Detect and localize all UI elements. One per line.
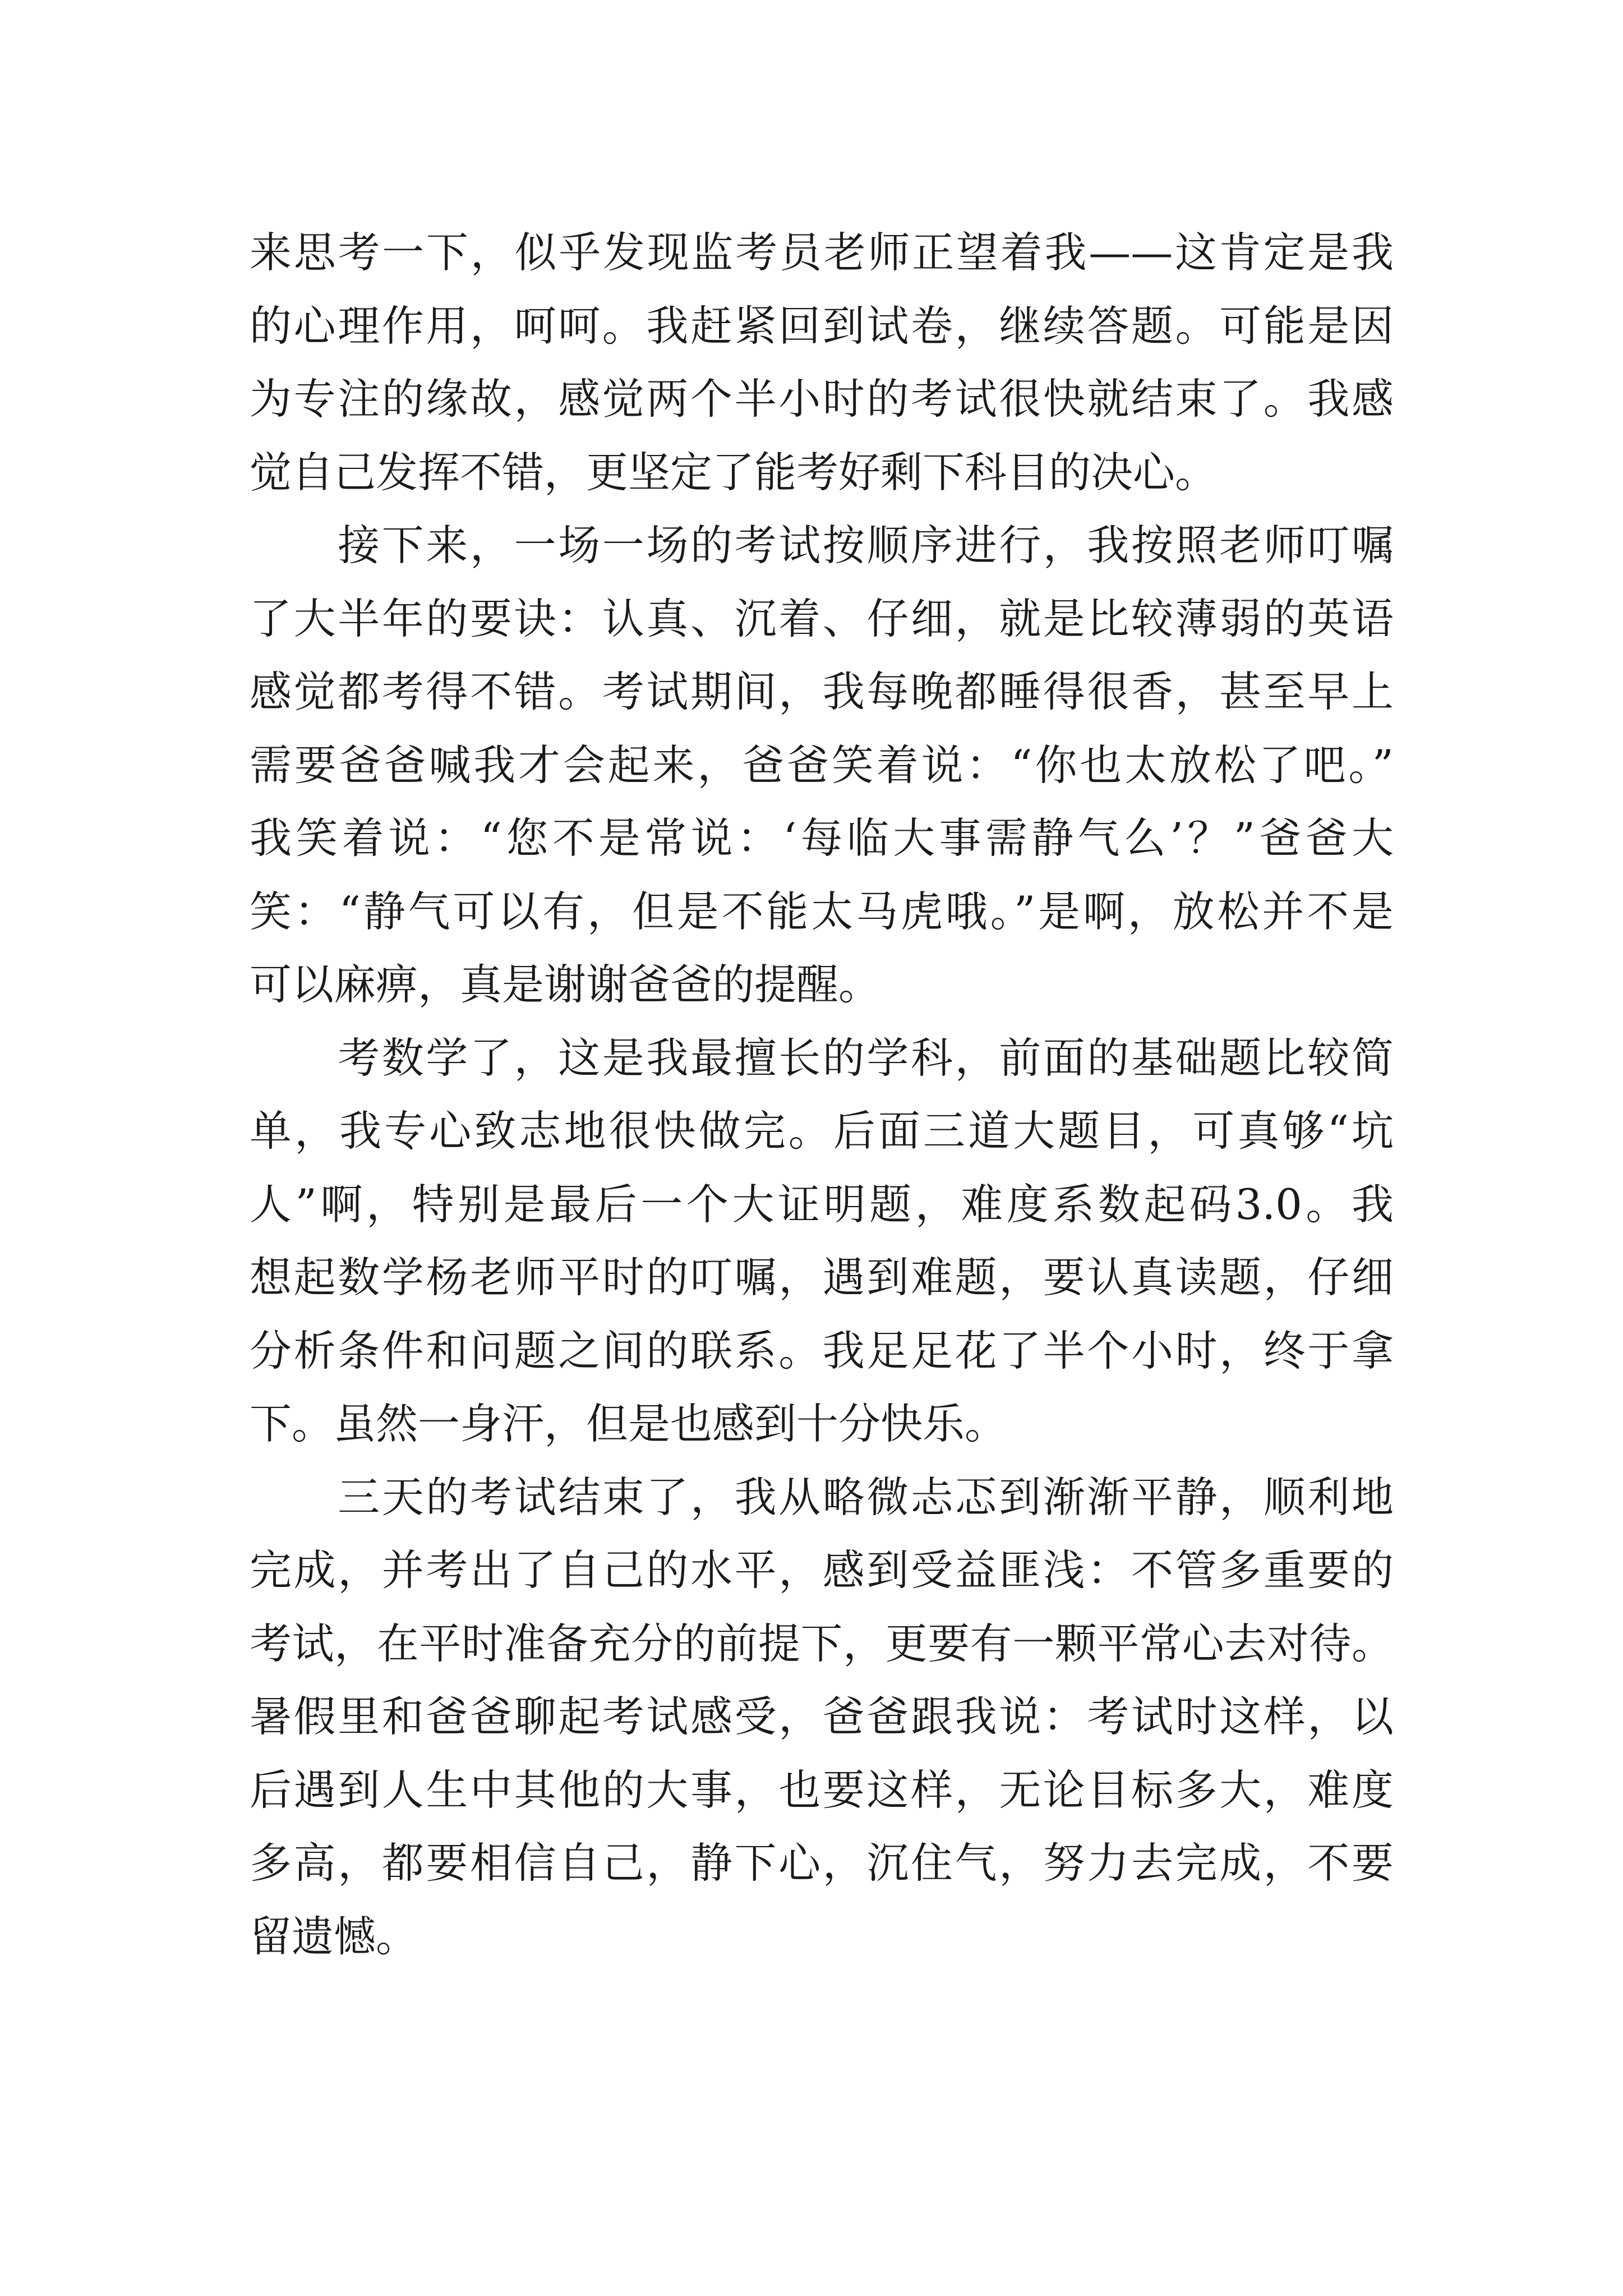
text-line: 可以麻痹，真是谢谢爸爸的提醒。 — [250, 960, 881, 1009]
text-line: 接下来，一场一场的考试按顺序进行，我按照老师叮嘱 — [250, 521, 1394, 570]
text-line: 考数学了，这是我最擅长的学科，前面的基础题比较简 — [250, 1033, 1394, 1083]
text-line: 想起数学杨老师平时的叮嘱，遇到难题，要认真读题，仔细 — [250, 1253, 1394, 1302]
text-line: 考试，在平时准备充分的前提下，更要有一颗平常心去对待。 — [250, 1618, 1394, 1668]
paragraph-4 — [250, 1461, 1394, 1973]
text-line: 后遇到人生中其他的大事，也要这样，无论目标多大，难度 — [250, 1765, 1394, 1815]
paragraph-3 — [250, 1022, 1394, 1461]
text-line: 觉自己发挥不错，更坚定了能考好剩下科目的决心。 — [250, 447, 1218, 497]
text-line: 的心理作用，呵呵。我赶紧回到试卷，继续答题。可能是因 — [250, 301, 1394, 351]
text-line: 三天的考试结束了，我从略微忐忑到渐渐平静，顺利地 — [250, 1472, 1394, 1522]
paragraph-2 — [250, 509, 1394, 1022]
text-line: 人”啊，特别是最后一个大证明题，难度系数起码3.0。我 — [250, 1179, 1394, 1229]
text-line: 需要爸爸喊我才会起来，爸爸笑着说：“你也太放松了吧。” — [250, 740, 1394, 790]
text-line: 分析条件和问题之间的联系。我足足花了半个小时，终于拿 — [250, 1326, 1394, 1375]
text-line: 留遗憾。 — [250, 1911, 418, 1961]
text-line: 了大半年的要诀：认真、沉着、仔细，就是比较薄弱的英语 — [250, 593, 1394, 643]
text-line: 多高，都要相信自己，静下心，沉住气，努力去完成，不要 — [250, 1838, 1394, 1888]
text-line: 暑假里和爸爸聊起考试感受，爸爸跟我说：考试时这样，以 — [250, 1692, 1394, 1741]
paragraph-1 — [250, 216, 1394, 509]
text-line: 来思考一下，似乎发现监考员老师正望着我——这肯定是我 — [250, 228, 1394, 277]
body-text — [250, 216, 1394, 1973]
text-line: 感觉都考得不错。考试期间，我每晚都睡得很香，甚至早上 — [250, 667, 1394, 716]
text-line: 单，我专心致志地很快做完。后面三道大题目，可真够“坑 — [250, 1106, 1394, 1156]
text-line: 为专注的缘故，感觉两个半小时的考试很快就结束了。我感 — [250, 374, 1394, 424]
text-line: 我笑着说：“您不是常说：‘每临大事需静气么’？”爸爸大 — [250, 813, 1394, 863]
text-line: 笑：“静气可以有，但是不能太马虎哦。”是啊，放松并不是 — [250, 886, 1394, 936]
text-line: 下。虽然一身汗，但是也感到十分快乐。 — [250, 1399, 1007, 1448]
text-line: 完成，并考出了自己的水平，感到受益匪浅：不管多重要的 — [250, 1545, 1394, 1595]
